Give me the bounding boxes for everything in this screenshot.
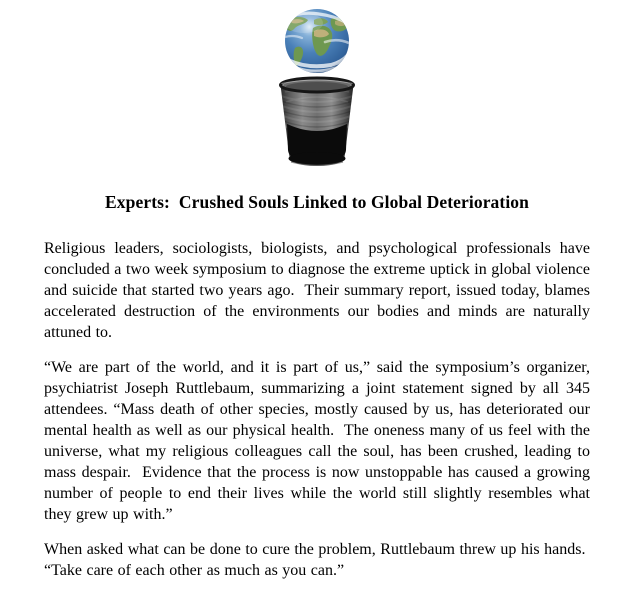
trash-can-image bbox=[281, 78, 354, 166]
globe-trash-image bbox=[257, 8, 377, 170]
article-headline: Experts: Crushed Souls Linked to Global Deterioration bbox=[105, 192, 529, 212]
article-paragraph-2: “We are part of the world, and it is part of us,” said the symposium’s organizer, psychiatrist Joseph Ruttlebaum, summarizing a joint statement signed by all 345 attendees. “Mass death of other species, mostly caused by us, has deteriorated our mental health as well as our physical health. The oneness many of us feel with the universe, what my religious colleagues call the soul, has been crushed, leading to mass despair. Evidence that the process is now unstoppable has caused a growing number of people to end their lives while the world still slightly resembles what they grew up with.” bbox=[44, 359, 590, 523]
globe-trash-illustration bbox=[0, 0, 634, 170]
article-body bbox=[44, 238, 590, 581]
earth-globe-image bbox=[282, 9, 349, 73]
article-paragraph-1: Religious leaders, sociologists, biologists, and psychological professionals have concluded a two week symposium to diagnose the extreme uptick in global violence and suicide that started two years ago. Their summary report, issued today, blames accelerated destruction of the environments our bodies and minds are naturally attuned to. bbox=[44, 240, 590, 341]
article-paragraph-3: When asked what can be done to cure the problem, Ruttlebaum threw up his hands. “Take care of each other as much as you can.” bbox=[44, 541, 590, 579]
